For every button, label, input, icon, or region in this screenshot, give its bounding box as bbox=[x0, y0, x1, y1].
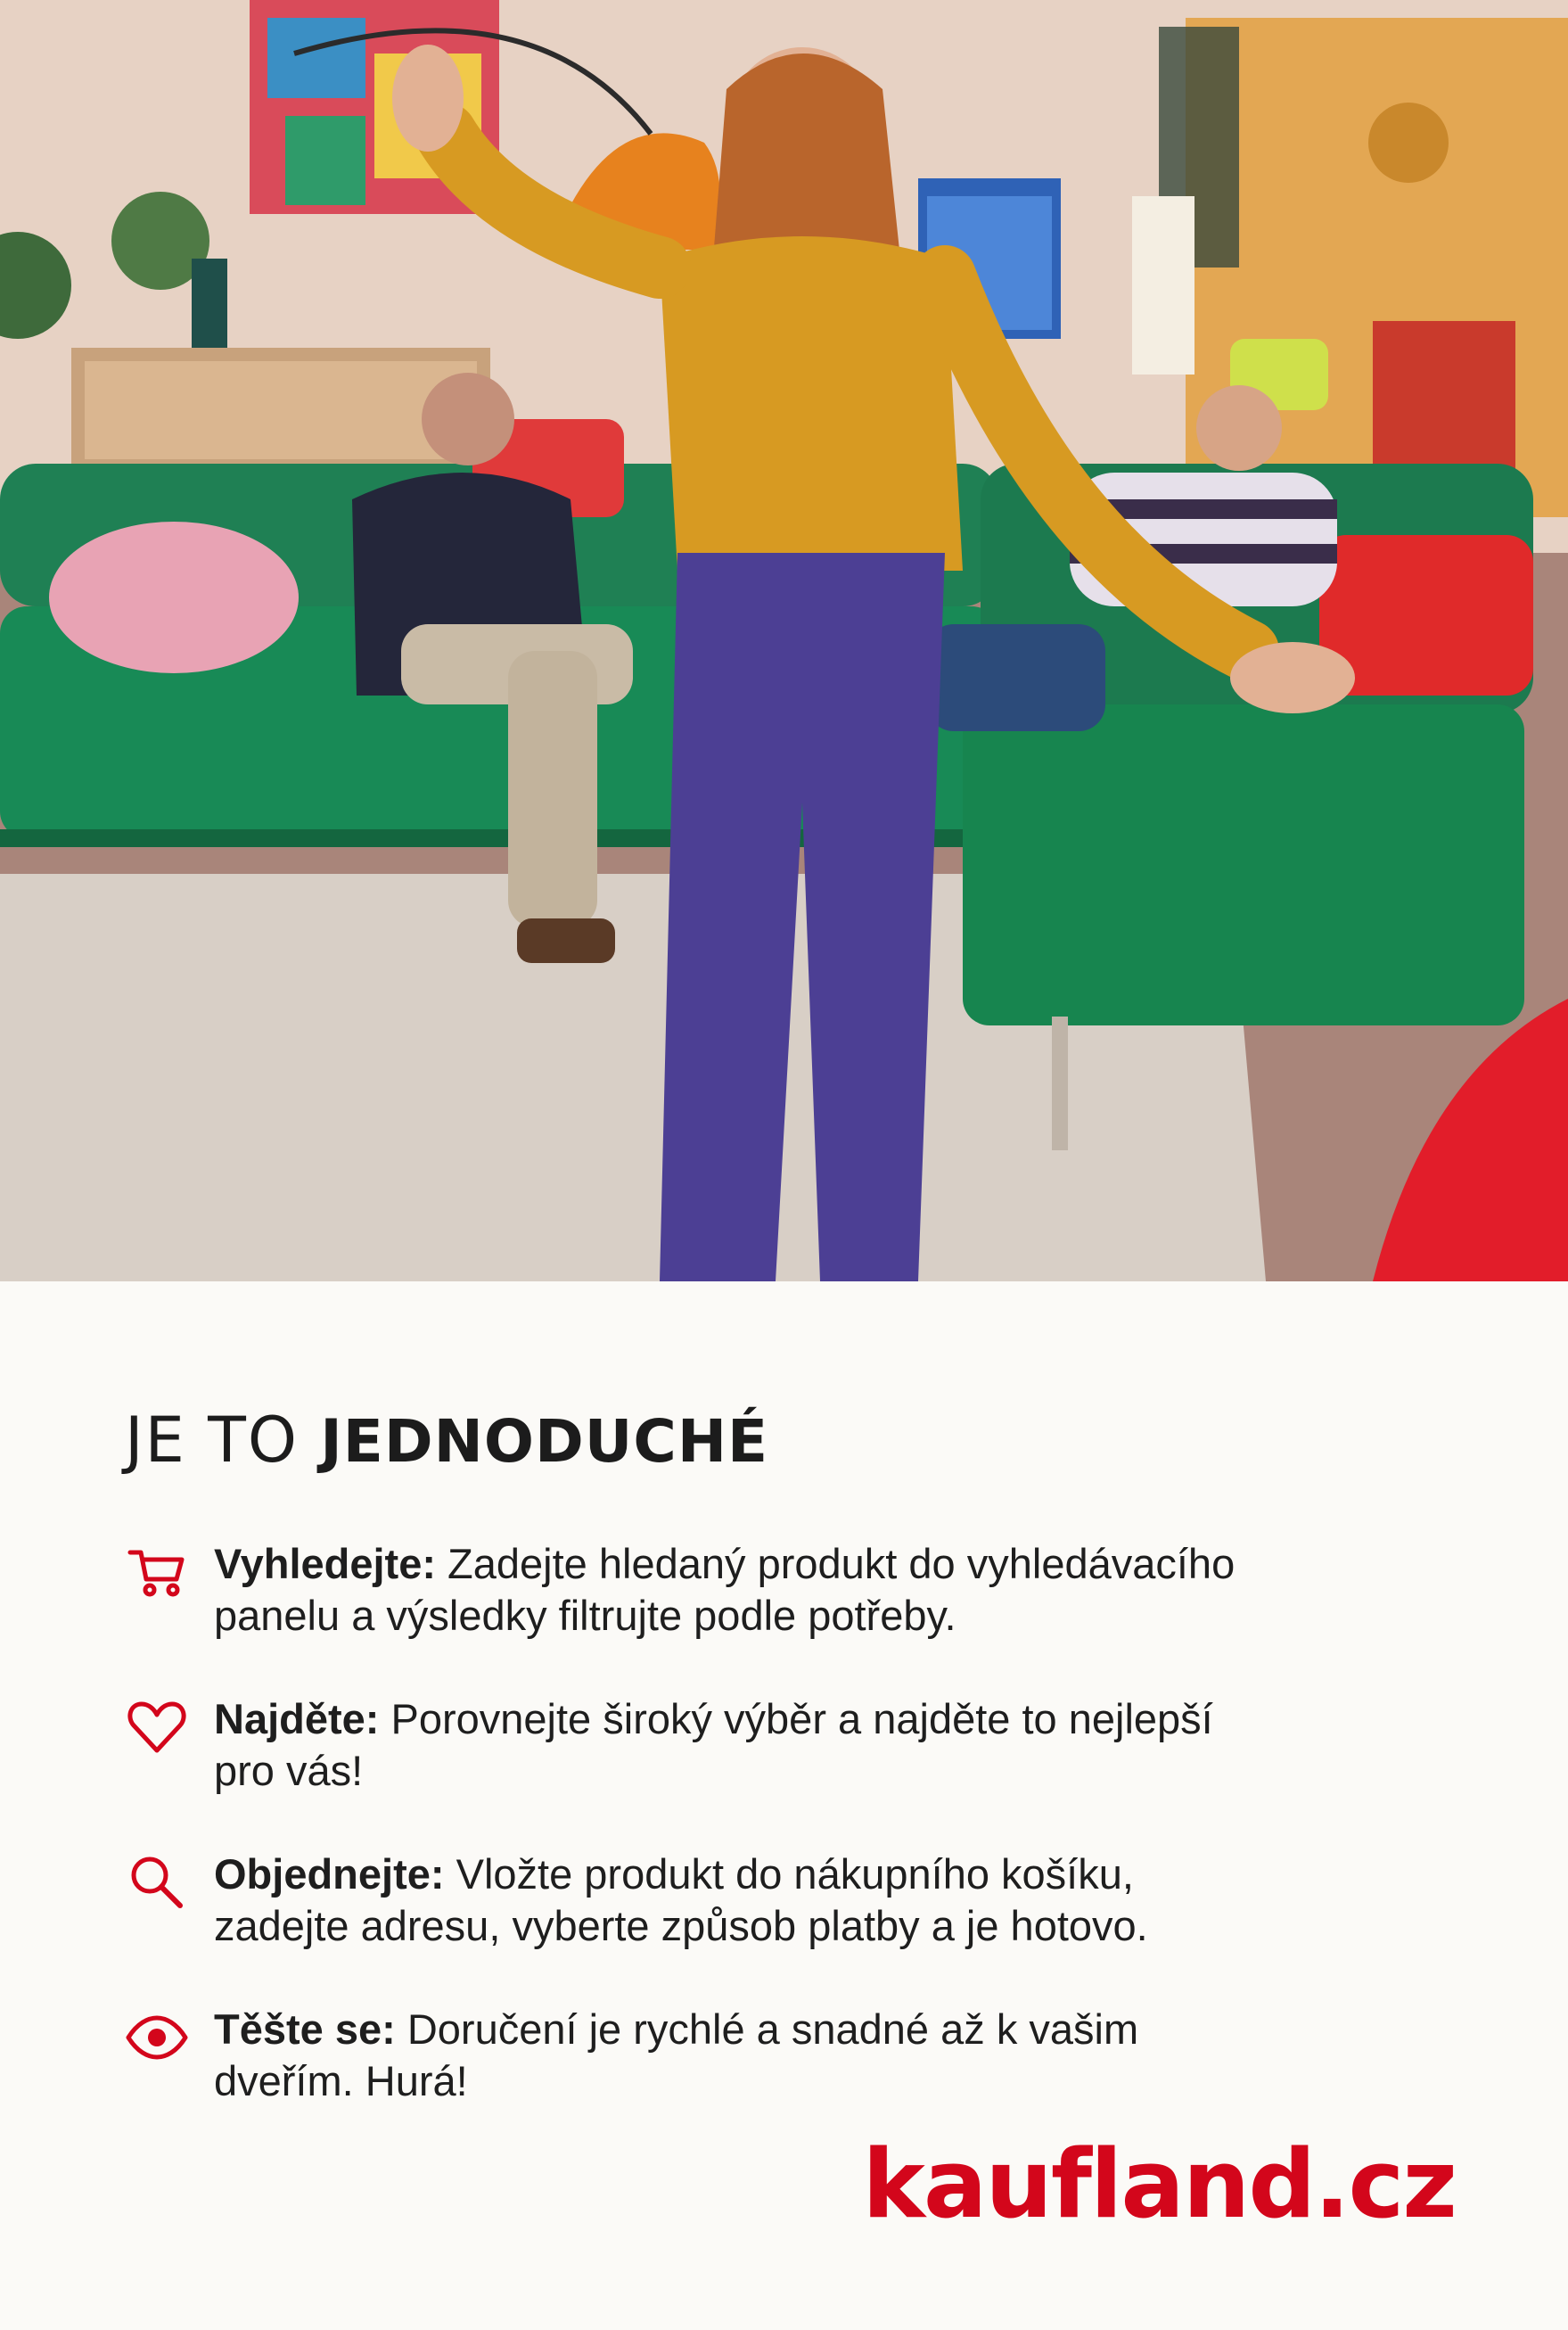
step-find bbox=[125, 1693, 1373, 1797]
headline bbox=[125, 1404, 769, 1477]
step-line-2: pro vás! bbox=[214, 1747, 364, 1794]
headline-light: JE TO bbox=[125, 1404, 321, 1477]
headline-bold: JEDNODUCHÉ bbox=[320, 1407, 769, 1476]
step-line-2: panelu a výsledky filtrujte podle potřeby. bbox=[214, 1592, 956, 1639]
info-panel bbox=[0, 1281, 1568, 2330]
step-title: Objednejte: bbox=[214, 1850, 445, 1898]
step-search-products bbox=[125, 1538, 1373, 1642]
step-line-1 bbox=[214, 2004, 1373, 2055]
step-title: Těšte se: bbox=[214, 2005, 396, 2053]
step-line-2: zadejte adresu, vyberte způsob platby a je hotovo. bbox=[214, 1902, 1148, 1949]
step-body: Vložte produkt do nákupního košíku, bbox=[444, 1850, 1134, 1898]
step-body: Zadejte hledaný produkt do vyhledávacího bbox=[436, 1540, 1236, 1587]
kaufland-logo[interactable]: kaufland.cz bbox=[862, 2129, 1456, 2239]
step-title: Najděte: bbox=[214, 1695, 380, 1742]
step-line-1 bbox=[214, 1538, 1373, 1590]
heart-icon bbox=[125, 1695, 189, 1759]
step-body: Porovnejte široký výběr a najděte to nejlepší bbox=[379, 1695, 1213, 1742]
step-body: Doručení je rychlé a snadné až k vašim bbox=[395, 2005, 1139, 2053]
step-line-1 bbox=[214, 1848, 1373, 1900]
step-enjoy bbox=[125, 2004, 1373, 2107]
step-title: Vyhledejte: bbox=[214, 1540, 436, 1587]
step-order bbox=[125, 1848, 1373, 1952]
step-line-1 bbox=[214, 1693, 1373, 1745]
cart-icon bbox=[125, 1540, 189, 1604]
steps-list bbox=[125, 1538, 1373, 2107]
eye-icon bbox=[125, 2005, 189, 2070]
step-line-2: dveřím. Hurá! bbox=[214, 2057, 468, 2104]
search-icon bbox=[125, 1850, 189, 1914]
